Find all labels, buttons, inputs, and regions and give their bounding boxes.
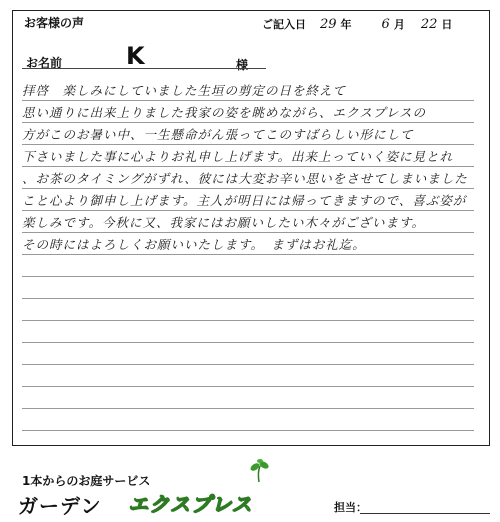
staff-label: 担当：	[334, 501, 367, 514]
card-title: お客様の声	[24, 16, 85, 30]
date-month: 6	[381, 17, 390, 32]
ruled-line	[22, 364, 474, 365]
message-line: その時にはよろしくお願いいたします。 まずはお礼迄。	[22, 237, 366, 252]
message-line: 、お茶のタイミングがずれ、彼には大変お辛い思いをさせてしまいました	[22, 171, 468, 186]
staff-signature-line	[360, 513, 490, 514]
ruled-line	[22, 320, 474, 321]
message-line: 下さいました事に心よりお礼申し上げます。出来上っていく姿に見とれ	[22, 149, 454, 164]
day-suffix: 日	[441, 18, 453, 31]
honorific: 様	[236, 58, 249, 72]
customer-name: K	[126, 42, 145, 70]
date-label: ご記入日	[262, 18, 306, 31]
ruled-line	[22, 276, 474, 277]
ruled-line	[22, 342, 474, 343]
message-line: 方がこのお暑い中、一生懸命がん張ってこのすばらしい形にして	[22, 127, 414, 142]
name-label: お名前	[26, 56, 63, 70]
message-line: 思い通りに出来上りました我家の姿を眺めながら、エクスプレスの	[22, 105, 427, 120]
ruled-line	[22, 408, 474, 409]
year-suffix: 年	[340, 18, 352, 31]
date-row	[262, 16, 452, 32]
footer-tagline: 1本からのお庭サービス	[22, 474, 151, 488]
brand-name-express: エクスプレス	[128, 494, 253, 516]
date-year: 29	[320, 17, 337, 32]
ruled-line	[22, 430, 474, 431]
brand-name-garden: ガーデン	[18, 496, 102, 518]
ruled-line	[22, 386, 474, 387]
message-line: 拝啓 楽しみにしていました生垣の剪定の日を終えて	[22, 83, 347, 98]
leaf-icon	[246, 458, 272, 484]
ruled-line	[22, 298, 474, 299]
date-day: 22	[420, 17, 438, 32]
month-suffix: 月	[393, 18, 405, 31]
message-line: こと心より御申し上げます。主人が明日には帰ってきますので、喜ぶ姿が	[22, 193, 467, 208]
message-line: 楽しみです。今秋に又、我家にはお願いしたい木々がございます。	[22, 215, 426, 230]
name-underline	[22, 68, 266, 69]
